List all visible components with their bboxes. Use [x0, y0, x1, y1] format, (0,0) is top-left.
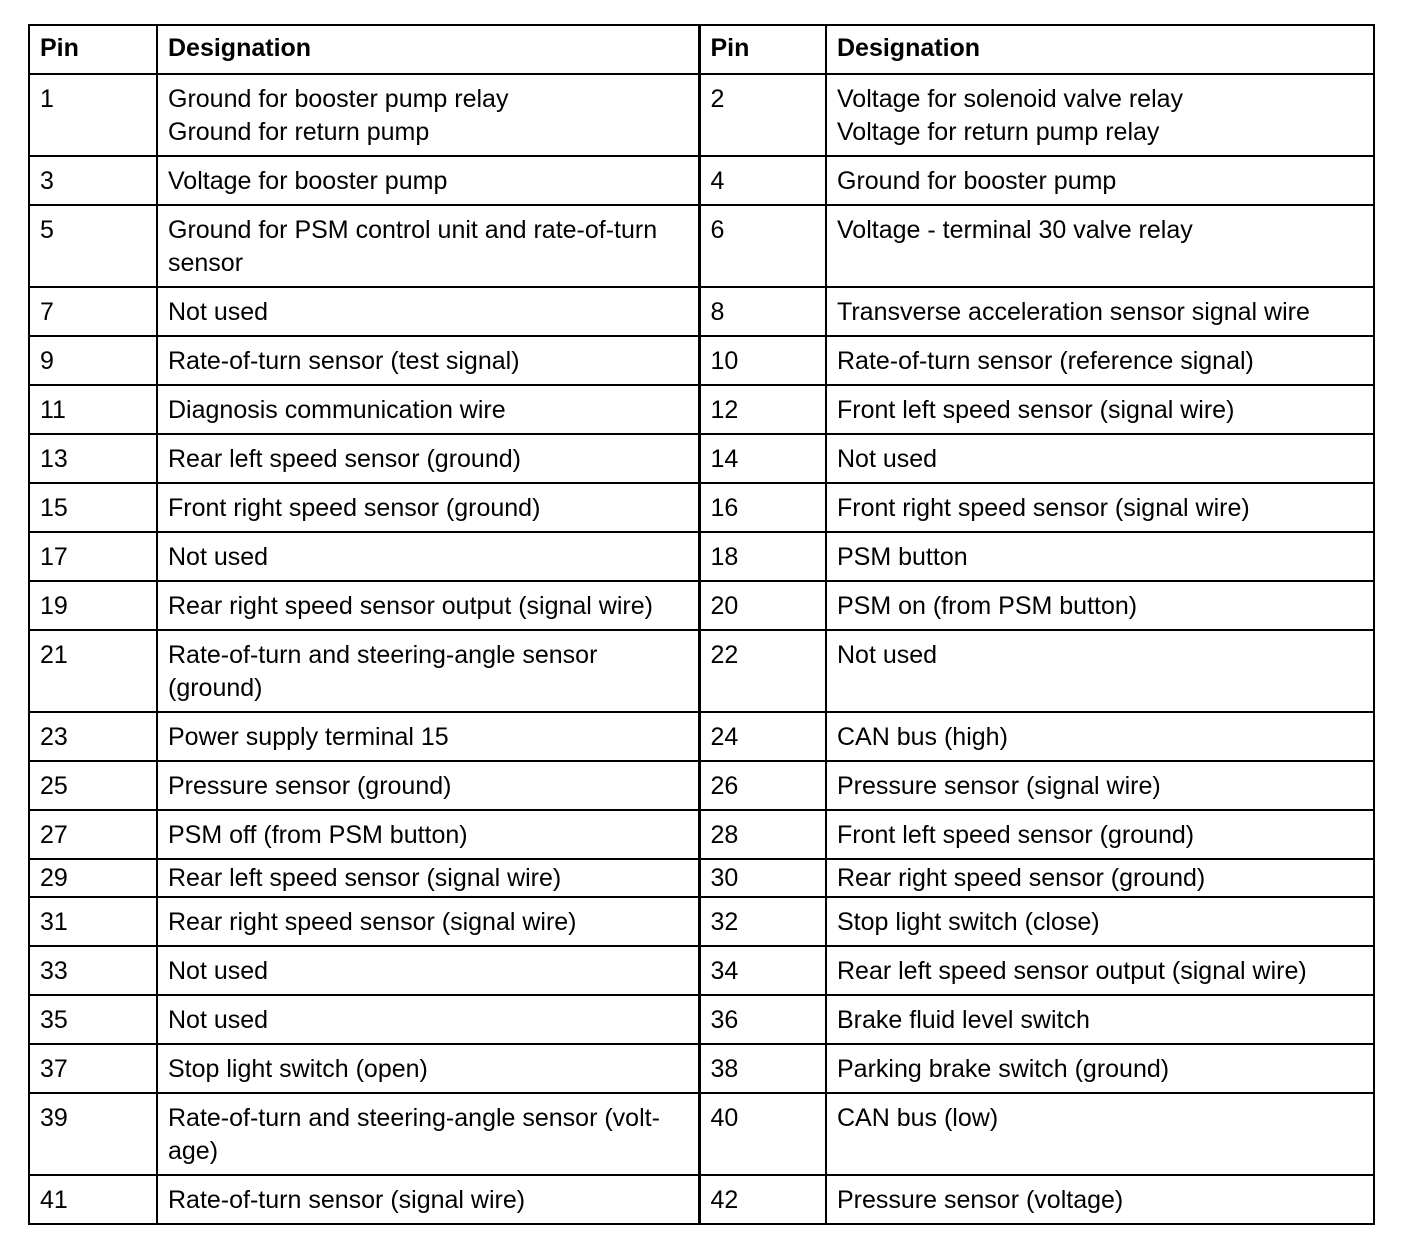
table-row: [29, 205, 1374, 287]
designation-cell: Stop light switch (close): [826, 897, 1374, 946]
designation-cell: Rear left speed sensor (ground): [157, 434, 699, 483]
designation-cell: CAN bus (low): [826, 1093, 1374, 1175]
pin-number-cell: 17: [29, 532, 157, 581]
designation-cell: Not used: [826, 434, 1374, 483]
table-body: [29, 74, 1374, 1224]
table-row: [29, 483, 1374, 532]
designation-cell: Ground for PSM control unit and rate-of-turn sensor: [157, 205, 699, 287]
table-header-row: [29, 25, 1374, 74]
designation-cell: Not used: [157, 995, 699, 1044]
pin-number-cell: 1: [29, 74, 157, 156]
designation-cell: Not used: [157, 287, 699, 336]
pin-number-cell: 19: [29, 581, 157, 630]
pin-number-cell: 7: [29, 287, 157, 336]
designation-cell: Rate-of-turn sensor (reference signal): [826, 336, 1374, 385]
pin-number-cell: 40: [699, 1093, 826, 1175]
table-row: [29, 630, 1374, 712]
table-row: [29, 434, 1374, 483]
designation-cell: Front right speed sensor (signal wire): [826, 483, 1374, 532]
table-row: [29, 385, 1374, 434]
pin-number-cell: 14: [699, 434, 826, 483]
designation-cell: Front right speed sensor (ground): [157, 483, 699, 532]
table-row: [29, 74, 1374, 156]
pin-number-cell: 6: [699, 205, 826, 287]
designation-cell: Voltage - terminal 30 valve relay: [826, 205, 1374, 287]
pin-number-cell: 27: [29, 810, 157, 859]
designation-cell: Ground for booster pump relay Ground for return pump: [157, 74, 699, 156]
designation-cell: Ground for booster pump: [826, 156, 1374, 205]
designation-cell: PSM on (from PSM button): [826, 581, 1374, 630]
pin-number-cell: 34: [699, 946, 826, 995]
pin-number-cell: 20: [699, 581, 826, 630]
table-row: [29, 761, 1374, 810]
pin-number-cell: 24: [699, 712, 826, 761]
pin-number-cell: 4: [699, 156, 826, 205]
pin-number-cell: 2: [699, 74, 826, 156]
designation-cell: Rear left speed sensor (signal wire): [157, 859, 699, 897]
pin-number-cell: 12: [699, 385, 826, 434]
pin-number-cell: 41: [29, 1175, 157, 1224]
designation-cell: Rear right speed sensor (ground): [826, 859, 1374, 897]
pin-column-header: Pin: [699, 25, 826, 74]
designation-cell: Rate-of-turn sensor (test signal): [157, 336, 699, 385]
pin-number-cell: 33: [29, 946, 157, 995]
table-row: [29, 156, 1374, 205]
pin-column-header: Pin: [29, 25, 157, 74]
pin-number-cell: 3: [29, 156, 157, 205]
pin-assignment-table: [28, 24, 1375, 1225]
designation-cell: Not used: [157, 946, 699, 995]
pin-number-cell: 15: [29, 483, 157, 532]
table-row: [29, 1044, 1374, 1093]
pin-number-cell: 36: [699, 995, 826, 1044]
pin-number-cell: 21: [29, 630, 157, 712]
designation-cell: Rate-of-turn sensor (signal wire): [157, 1175, 699, 1224]
designation-cell: Not used: [157, 532, 699, 581]
designation-cell: Front left speed sensor (signal wire): [826, 385, 1374, 434]
pin-number-cell: 5: [29, 205, 157, 287]
designation-cell: PSM off (from PSM button): [157, 810, 699, 859]
pin-number-cell: 9: [29, 336, 157, 385]
designation-cell: Brake fluid level switch: [826, 995, 1374, 1044]
designation-cell: PSM button: [826, 532, 1374, 581]
pin-number-cell: 37: [29, 1044, 157, 1093]
pin-number-cell: 25: [29, 761, 157, 810]
pin-number-cell: 26: [699, 761, 826, 810]
pin-number-cell: 35: [29, 995, 157, 1044]
designation-cell: Pressure sensor (signal wire): [826, 761, 1374, 810]
pin-number-cell: 13: [29, 434, 157, 483]
table-row: [29, 995, 1374, 1044]
designation-cell: Rear left speed sensor output (signal wire): [826, 946, 1374, 995]
designation-cell: Front left speed sensor (ground): [826, 810, 1374, 859]
designation-cell: Power supply terminal 15: [157, 712, 699, 761]
designation-cell: Voltage for booster pump: [157, 156, 699, 205]
pin-number-cell: 29: [29, 859, 157, 897]
table-row: [29, 1093, 1374, 1175]
pin-number-cell: 30: [699, 859, 826, 897]
designation-cell: Not used: [826, 630, 1374, 712]
designation-cell: CAN bus (high): [826, 712, 1374, 761]
table-row: [29, 859, 1374, 897]
pin-number-cell: 8: [699, 287, 826, 336]
table-row: [29, 581, 1374, 630]
designation-column-header: Designation: [157, 25, 699, 74]
table-row: [29, 897, 1374, 946]
designation-cell: Rate-of-turn and steering-angle sensor (ground): [157, 630, 699, 712]
designation-cell: Rear right speed sensor output (signal wire): [157, 581, 699, 630]
designation-cell: Rate-of-turn and steering-angle sensor (volt- age): [157, 1093, 699, 1175]
designation-column-header: Designation: [826, 25, 1374, 74]
table-row: [29, 287, 1374, 336]
designation-cell: Voltage for solenoid valve relay Voltage for return pump relay: [826, 74, 1374, 156]
designation-cell: Transverse acceleration sensor signal wire: [826, 287, 1374, 336]
pin-number-cell: 18: [699, 532, 826, 581]
pin-number-cell: 10: [699, 336, 826, 385]
pin-number-cell: 23: [29, 712, 157, 761]
pin-number-cell: 11: [29, 385, 157, 434]
table-row: [29, 712, 1374, 761]
pin-number-cell: 16: [699, 483, 826, 532]
pin-number-cell: 38: [699, 1044, 826, 1093]
table-row: [29, 532, 1374, 581]
pin-number-cell: 32: [699, 897, 826, 946]
pin-number-cell: 39: [29, 1093, 157, 1175]
pin-number-cell: 42: [699, 1175, 826, 1224]
designation-cell: Parking brake switch (ground): [826, 1044, 1374, 1093]
table-row: [29, 1175, 1374, 1224]
designation-cell: Rear right speed sensor (signal wire): [157, 897, 699, 946]
designation-cell: Pressure sensor (ground): [157, 761, 699, 810]
designation-cell: Pressure sensor (voltage): [826, 1175, 1374, 1224]
table-row: [29, 336, 1374, 385]
pin-number-cell: 22: [699, 630, 826, 712]
pin-number-cell: 28: [699, 810, 826, 859]
designation-cell: Stop light switch (open): [157, 1044, 699, 1093]
table-row: [29, 946, 1374, 995]
pin-number-cell: 31: [29, 897, 157, 946]
table-row: [29, 810, 1374, 859]
designation-cell: Diagnosis communication wire: [157, 385, 699, 434]
